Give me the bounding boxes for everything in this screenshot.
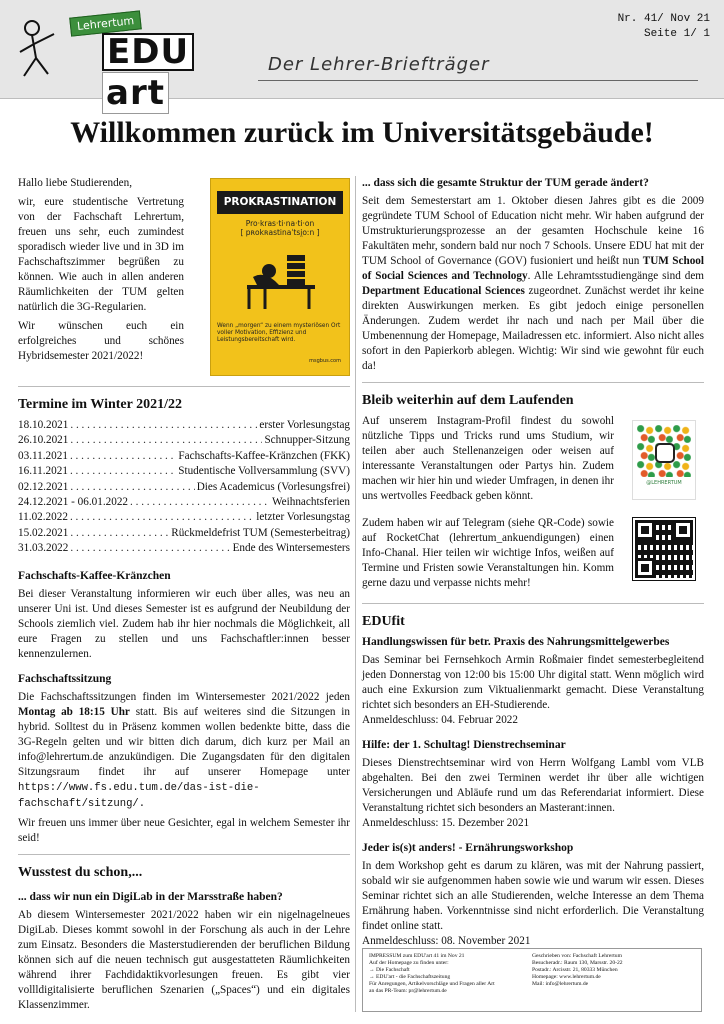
eduart-wordmark — [102, 32, 254, 114]
tum-structure-answer — [362, 194, 704, 374]
imprint-line: Besucheradr.: Raum 130, Marsstr. 20-22 — [532, 960, 623, 966]
social-section — [362, 414, 704, 595]
sitzung-time: Montag ab 18:15 Uhr — [18, 705, 130, 718]
intro-text — [18, 176, 184, 376]
imprint-line: an das PR-Team: pr@lehrertum.de — [369, 988, 447, 994]
imprint-line: Für Anregungen, Artikelvorschläge und Fragen aller Art — [369, 981, 495, 987]
edufit-item-text: In dem Workshop geht es darum zu klären, was mit der Nahrung passiert, sobald wir sie aufgenommen haben sowie wie und warum wir essen. Dieses Seminar richtet sich an alle Studierenden, welche Interesse an dem Thema Ernährung haben. Vorkenntnisse sind nicht erforderlich. Die Veranstaltung findet online statt. — [362, 860, 704, 932]
eduart-logo — [14, 14, 254, 113]
desk-figure-icon — [239, 241, 321, 311]
sitzung-text-2: statt. Bis auf weiteres sind die Sitzungen in hybrid. Solltest du in Präsenz kommen wollen bedenkte bitte, dass die 3G-Regeln gelten und wir bitten dich darum, dich kurz per Mail an info@lehrertum.de anzukündigen. Die Zugangsdaten für den digitalen Sitzungsraum findet ihr auf unserer Homepage unter — [18, 705, 351, 778]
event: erster Vorlesungstag — [259, 419, 350, 431]
poster-subtitle — [217, 219, 343, 237]
instagram-handle: @LEHRERTUM — [646, 480, 682, 486]
qr-corner — [635, 520, 655, 540]
telegram-paragraph: Zudem haben wir auf Telegram (siehe QR-Code) sowie auf RocketChat (lehrertum_ankuendigungen) einen Info-Chanal. Hier teilen wir wichtige Infos, weißen auf Termine und Fristen sowie Veranstaltungen hin. Komm gerne dazu und verpasse nichts mehr! — [362, 517, 614, 589]
date: 15.02.2021 — [18, 526, 69, 539]
list-item — [18, 526, 350, 541]
list-item — [18, 510, 350, 525]
poster-brand: msgbus.com — [309, 358, 341, 364]
list-item — [18, 433, 350, 448]
event: Rückmeldefrist TUM (Semesterbeitrag) — [171, 526, 350, 539]
masthead — [0, 0, 724, 113]
date: 31.03.2022 — [18, 542, 69, 555]
wusstest-heading: Wusstest du schon,... — [18, 864, 143, 880]
section-rule — [362, 603, 704, 604]
telegram-qr-code-icon[interactable] — [633, 518, 695, 580]
digilab-answer: Ab diesem Wintersemester 2021/2022 haben wir ein nigelnagelneues DigiLab. Dieses kommt sowohl in der Forschung als auch in der Lehre zum Einsatz. Besonders die Masterstudierenden der beruflichen Bildung können sich auf die neuen technisch gut ausgestatteten Räumlichkeiten während ihrer Fachdidaktikvorlesungen freuen. Es gibt vier vollldigitalisierte beruflichen Szenarien („Spaces“) und ein digitales Klassenzimmer. — [18, 908, 350, 1011]
art-letters: art — [102, 72, 169, 114]
edu-letters: EDU — [102, 33, 194, 71]
dot-leader — [70, 510, 254, 525]
answer-part: . Alle Lehramtsstudiengänge sind dem — [527, 270, 704, 282]
dot-leader — [70, 526, 169, 541]
intro-paragraph-2: Wir wünschen euch ein erfolgreiches und schönes Hybridsemester 2021/2022! — [18, 320, 184, 362]
answer-part: Seit dem Semesterstart am 1. Oktober diesen Jahres gibt es die 2009 gegründete TUM School of Education nicht mehr. Wir haben aufgrund der Umstrukturierungsprozesse an der gesamten Hochschule keine 16 Fakultäten mehr, sondern bald nur noch 7 Schools. Unsere EDU hat mit der TUM School of Governance (GOV) fusioniert und heißt nun — [362, 195, 704, 267]
answer-part: zugeordnet. Zunächst werdet ihr keine direkten Auswirkungen merken. Es gibt jedoch einige personellen Änderungen. Zudem werdet ihr nach und nach per Mail über die Umbenennung der Homepage, Mailadressen etc. informiert. Also nicht alles sofort in den Papierkorb ablegen. Wichtig: Wir sind wie gewohnt für euch da! — [362, 285, 704, 372]
date: 24.12.2021 - 06.01.2022 — [18, 496, 129, 509]
date: 03.11.2021 — [18, 449, 68, 462]
date: 16.11.2021 — [18, 465, 68, 478]
edufit-item-title: Jeder is(s)t anders! - Ernährungsworkshop — [362, 842, 574, 854]
event: Schnupper-Sitzung — [264, 434, 350, 447]
qr-codes — [624, 414, 704, 595]
greeting: Hallo liebe Studierenden, — [18, 177, 133, 189]
intro-section — [18, 176, 350, 376]
event: Ende des Wintersemesters — [232, 542, 350, 555]
instagram-nametag[interactable] — [632, 420, 696, 500]
edufit-item-text: Das Seminar bei Fernsehkoch Armin Roßmaier findet semesterbegleitend jeden Donnerstag von 12:00 bis 15:00 Uhr digital statt. Wenn möglich wird auch eine Exkursion zum Viktualienmarkt gemacht. Diese Veranstaltung richtet sich besonders an EH-Studierende. — [362, 654, 704, 711]
department-name: Department Educational Sciences — [362, 285, 525, 297]
imprint-line: → Die Fachschaft — [369, 967, 410, 973]
imprint-line: IMPRESSUM zum EDU'art 41 im Nov 21 — [369, 953, 465, 959]
edufit-item-title: Handlungswissen für betr. Praxis des Nahrungsmittelgewerbes — [362, 636, 670, 648]
imprint-line: → EDU'art - die Fachschaftszeitung — [369, 974, 451, 980]
qr-corner — [635, 558, 655, 578]
event: Dies Academicus (Vorlesungsfrei) — [196, 480, 350, 493]
left-column — [18, 176, 350, 1017]
list-item — [18, 541, 350, 556]
edufit-item-deadline: Anmeldeschluss: 04. Februar 2022 — [362, 714, 518, 726]
dot-leader — [70, 433, 262, 448]
column-divider — [355, 176, 356, 1012]
dot-leader — [70, 541, 230, 556]
fkk-text: Bei dieser Veranstaltung informieren wir euch über alles, was neu an unserer Uni ist. Und dieses Semester ist es aufgrund der Neubildung der Schools ziemlich viel. Zudem hab ihr hier nochmals die Möglichkeit, all eure Fragen zu stellen und uns Fachschaftler:innen besser kennenzulernen. — [18, 587, 350, 660]
section-rule — [18, 854, 350, 855]
imprint-right — [532, 953, 695, 1007]
dot-leader — [130, 495, 270, 510]
event: Studentische Vollversammlung (SVV) — [178, 465, 350, 478]
imprint-line: Auf der Homepage zu finden unter: — [369, 960, 449, 966]
homepage-link[interactable]: Homepage: www.lehrertum.de — [532, 974, 601, 980]
fkk-heading: Fachschafts-Kaffee-Kränzchen — [18, 569, 171, 582]
mail-link[interactable]: Mail: info@lehrertum.de — [532, 981, 589, 987]
imprint-box — [362, 948, 702, 1012]
termine-list — [18, 418, 350, 557]
list-item — [18, 449, 350, 464]
instagram-icon — [655, 443, 675, 463]
sitzung-heading: Fachschaftssitzung — [18, 672, 112, 685]
sitzung-text — [18, 690, 350, 812]
termine-heading: Termine im Winter 2021/22 — [18, 397, 182, 412]
issue-info — [618, 12, 710, 42]
section-rule — [362, 382, 704, 383]
social-heading: Bleib weiterhin auf dem Laufenden — [362, 393, 574, 408]
date: 26.10.2021 — [18, 434, 69, 447]
poster-title: PROKRASTINATION — [217, 191, 343, 214]
school-name: TUM School of Social Sciences and Technology — [362, 255, 705, 282]
imprint-line: Postadr.: Arcisstr. 21, 80333 München — [532, 967, 618, 973]
tagline: Der Lehrer-Briefträger — [268, 54, 490, 75]
intro-paragraph-1: wir, eure studentische Vertretung von der Fachschaft Lehrertum, freuen uns sehr, euch zumindest sporadisch wieder live und in 3D im Fachschaftszimmer begrüßen zu können. Wie auch in allen anderen Räumlichkeiten der TUM gelten natürlich die 3G-Regularien. — [18, 196, 184, 313]
edufit-item-deadline: Anmeldeschluss: 15. Dezember 2021 — [362, 817, 530, 829]
social-text — [362, 414, 614, 595]
poster-description: Wenn „morgen“ zu einem mysteriösen Ort voller Motivation, Effizienz und Leistungsbereitschaft wird. — [217, 323, 341, 343]
edufit-heading: EDUfit — [362, 614, 405, 629]
stick-figure-icon — [14, 14, 74, 80]
right-column — [362, 176, 704, 953]
tum-structure-question: ... dass sich die gesamte Struktur der TUM gerade ändert? — [362, 177, 649, 189]
sitzung-text-1: Die Fachschaftssitzungen finden im Wintersemester 2021/2022 jeden — [18, 690, 350, 703]
list-item — [18, 495, 350, 510]
date: 11.02.2022 — [18, 511, 68, 524]
dot-leader — [70, 464, 176, 479]
list-item — [18, 418, 350, 433]
qr-corner — [673, 520, 693, 540]
event: Fachschafts-Kaffee-Kränzchen (FKK) — [178, 449, 350, 462]
date: 18.10.2021 — [18, 419, 69, 431]
date: 02.12.2021 — [18, 480, 69, 493]
event: letzter Vorlesungstag — [256, 511, 350, 524]
page-number: Seite 1/ 1 — [643, 28, 710, 40]
tagline-rule — [258, 80, 698, 81]
dot-leader — [70, 418, 257, 433]
edufit-item-text: Dieses Dienstrechtseminar wird von Herrn Wolfgang Lambl vom VLB abgehalten. Bei den zwei Terminen werdet ihr über alle wichtigen Versicherungen und Abläufe rund um das Referendariat informiert. Diese Veranstaltung richtet sich besonders an Masterant:innen. — [362, 757, 704, 814]
section-rule — [18, 386, 350, 387]
poster-phonetic: [ pʀokʀastinaˈtsi̯oːn ] — [240, 228, 320, 237]
issue-number: Nr. 41/ Nov 21 — [617, 13, 710, 25]
edufit-item-deadline: Anmeldeschluss: 08. November 2021 — [362, 935, 531, 947]
list-item — [18, 480, 350, 495]
event: Weihnachtsferien — [272, 496, 350, 509]
dot-leader — [70, 480, 194, 495]
imprint-line: Geschrieben von: Fachschaft Lehrertum — [532, 953, 622, 959]
page-title: Willkommen zurück im Universitätsgebäude! — [70, 116, 654, 149]
digilab-question: ... dass wir nun ein DigiLab in der Marsstraße haben? — [18, 890, 283, 903]
imprint-left — [369, 953, 532, 1007]
sitzung-welcome: Wir freuen uns immer über neue Gesichter, egal in welchem Semester ihr seid! — [18, 816, 350, 844]
poster-syllables: Pro·kras·ti·na·ti·on — [245, 219, 315, 228]
edufit-item-title: Hilfe: der 1. Schultag! Dienstrechseminar — [362, 739, 566, 751]
lehrertum-tag: Lehrertum — [69, 10, 142, 36]
procrastination-poster — [210, 178, 350, 376]
list-item — [18, 464, 350, 479]
dot-leader — [70, 449, 176, 464]
instagram-paragraph: Auf unserem Instagram-Profil findest du sowohl nützliche Tipps und Tricks rund ums Studium, wir teilen aber auch Stellenanzeigen oder weisen auf interessante Veranstaltungen oder Partys hin. Zudem machen wir hier hin und wieder Umfragen, in denen ihr uns wertvolles Feedback geben könnt. — [362, 415, 614, 502]
sitzung-link[interactable]: https://www.fs.edu.tum.de/das-ist-die-fachschaft/sitzung/. — [18, 781, 260, 810]
